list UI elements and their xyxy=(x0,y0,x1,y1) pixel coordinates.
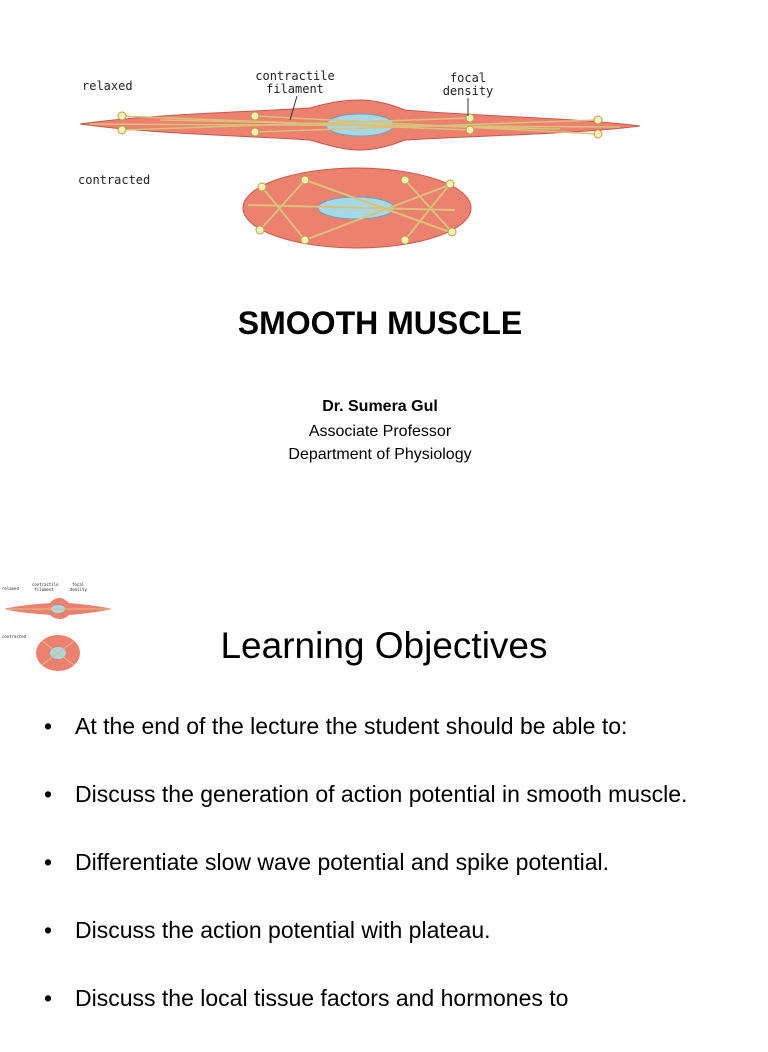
author-role: Associate Professor xyxy=(308,423,452,440)
author-department: Department of Physiology xyxy=(288,446,472,463)
list-item: • Discuss the generation of action potential in smooth muscle. xyxy=(44,780,744,809)
contracted-label: contracted xyxy=(78,173,151,187)
smooth-muscle-diagram xyxy=(0,0,768,260)
thumb-contractile-label: contractile filament xyxy=(32,582,59,592)
list-item: • Differentiate slow wave potential and spike potential. xyxy=(44,848,744,877)
thumb-relaxed-label: relaxed xyxy=(2,586,19,591)
learning-objectives-title: Learning Objectives xyxy=(220,625,548,666)
list-item: • Discuss the action potential with plateau. xyxy=(44,916,744,945)
relaxed-label: relaxed xyxy=(82,79,133,93)
thumb-focal-label: focal density xyxy=(70,582,87,592)
thumb-contracted-label: contracted xyxy=(2,634,27,639)
focal-density-label: focal density xyxy=(442,71,494,98)
contractile-filament-label: contractile filament xyxy=(255,69,335,96)
list-item: • At the end of the lecture the student should be able to: xyxy=(44,712,744,741)
author-name: Dr. Sumera Gul xyxy=(322,398,438,415)
objectives-list xyxy=(44,712,744,1052)
page-title: SMOOTH MUSCLE xyxy=(237,305,523,341)
list-item: • Discuss the local tissue factors and hormones to xyxy=(44,984,744,1013)
